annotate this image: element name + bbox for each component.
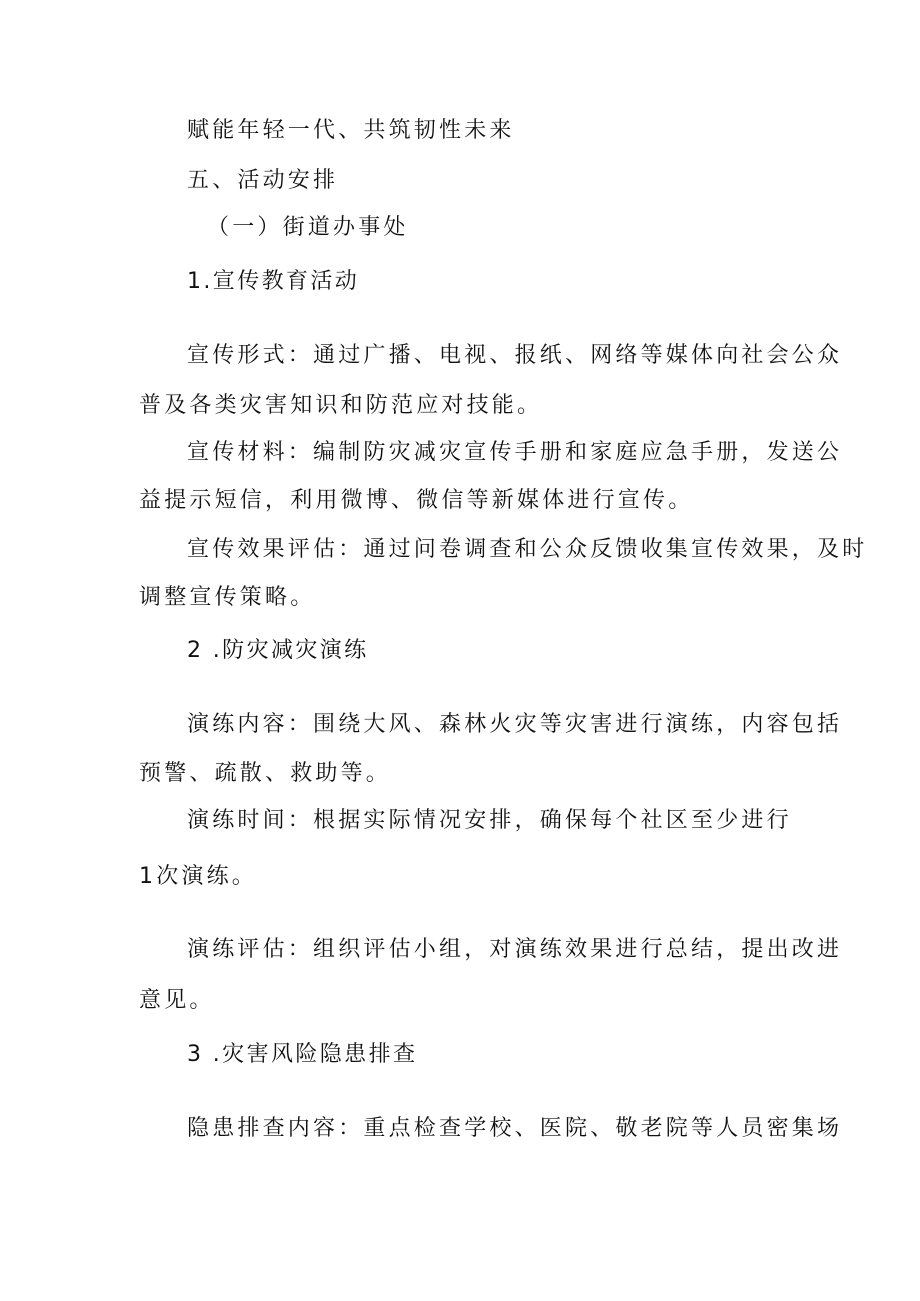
- paragraph-line: 演练评估：组织评估小组，对演练效果进行总结，提出改进: [187, 937, 843, 962]
- paragraph-line: 普及各类灾害知识和防范应对技能。: [139, 393, 543, 418]
- theme-line: 赋能年轻一代、共筑韧性未来: [187, 118, 515, 143]
- paragraph-line: 隐患排查内容：重点检查学校、医院、敬老院等人员密集场: [187, 1116, 843, 1141]
- paragraph-line: 1次演练。: [139, 864, 257, 889]
- section-heading: 五、活动安排: [187, 168, 339, 193]
- paragraph-line: 演练时间：根据实际情况安排，确保每个社区至少进行: [187, 808, 792, 833]
- paragraph-line: 预警、疏散、救助等。: [139, 761, 392, 786]
- paragraph-line: 宣传形式：通过广播、电视、报纸、网络等媒体向社会公众: [187, 343, 843, 368]
- item-heading-3: 3 .灾害风险隐患排查: [187, 1042, 418, 1067]
- paragraph-line: 益提示短信，利用微博、微信等新媒体进行宣传。: [139, 488, 694, 513]
- item-heading-2: 2 .防灾减灾演练: [187, 638, 369, 663]
- paragraph-line: 宣传材料：编制防灾减灾宣传手册和家庭应急手册，发送公: [187, 440, 843, 465]
- item-heading-1: 1.宣传教育活动: [187, 269, 360, 294]
- paragraph-line: 意见。: [139, 988, 215, 1013]
- subsection-heading: （一）街道办事处: [207, 215, 409, 240]
- paragraph-line: 调整宣传策略。: [139, 585, 316, 610]
- paragraph-line: 演练内容：围绕大风、森林火灾等灾害进行演练，内容包括: [187, 712, 843, 737]
- paragraph-line: 宣传效果评估：通过问卷调查和公众反馈收集宣传效果，及时: [187, 537, 868, 562]
